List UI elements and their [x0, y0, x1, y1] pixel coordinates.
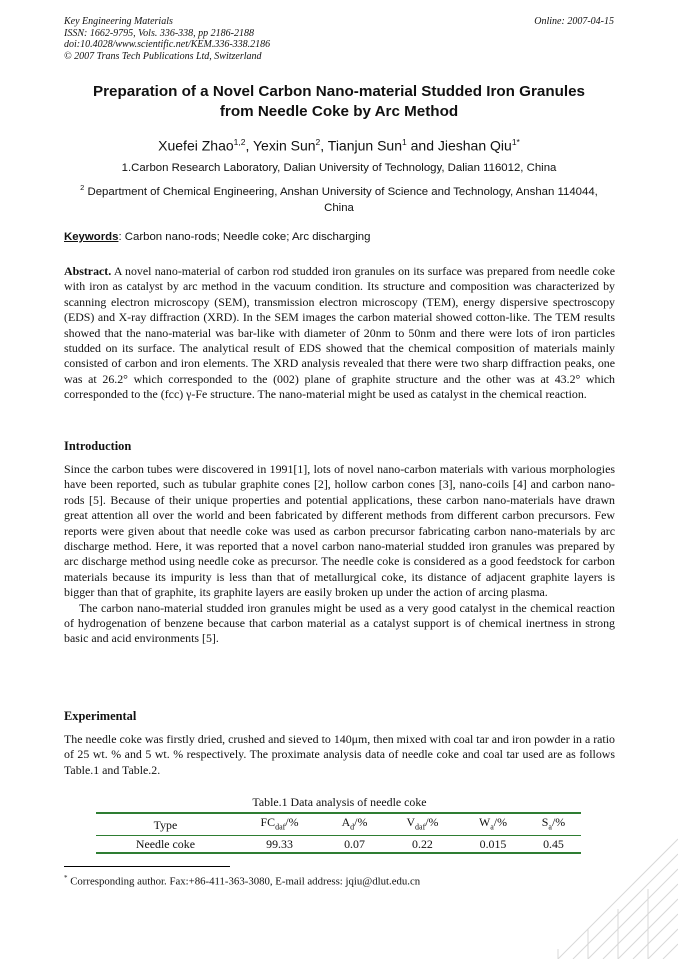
- affiliation-1: 1.Carbon Research Laboratory, Dalian University of Technology, Dalian 116012, China: [121, 162, 557, 174]
- experimental-heading: Experimental: [64, 709, 137, 723]
- corner-watermark-pattern: [548, 829, 678, 959]
- affiliation-2-text: Department of Chemical Engineering, Anshan University of Science and Technology, Anshan 114044, China: [84, 185, 598, 214]
- column-header: $A_d/\%$: [341, 815, 368, 832]
- issn-line: ISSN: 1662-9795, Vols. 336-338, pp 2186-2188: [64, 27, 254, 39]
- footnote-divider: [64, 866, 230, 867]
- author-affil-mark: 1: [402, 137, 407, 147]
- table-cell: 0.07: [344, 837, 365, 852]
- journal-name: Key Engineering Materials: [64, 16, 173, 27]
- affiliation-mark: 2: [80, 183, 85, 192]
- introduction-paragraph-2: The carbon nano-material studded iron granules might be used as a very good catalyst in the chemical reaction of hydrogenation of benzene because that carbon material as a catalyst support is of chemical inertness in strong basic and acid environments [5].: [64, 600, 615, 646]
- author-affil-mark: 1,2: [233, 137, 246, 147]
- author-name: Xuefei Zhao: [158, 137, 234, 154]
- table-cell: 99.33: [266, 837, 293, 852]
- table-cell: 0.015: [479, 837, 507, 852]
- doi-line: doi:10.4028/www.scientific.net/KEM.336-338.2186: [64, 39, 271, 50]
- keywords-label: Keywords: [64, 231, 119, 243]
- author-affil-mark: 1*: [511, 137, 520, 147]
- table-cell: 0.45: [543, 837, 564, 852]
- column-header: Type: [153, 817, 178, 832]
- affiliation-2: [64, 180, 614, 216]
- keywords-text: : Carbon nano-rods; Needle coke; Arc discharging: [118, 231, 371, 243]
- table-caption: Table.1 Data analysis of needle coke: [252, 795, 427, 809]
- column-header: $V_{daf}/\%$: [406, 815, 439, 832]
- journal-header: [64, 16, 270, 62]
- abstract-label: Abstract.: [64, 264, 112, 278]
- author-name: , Yexin Sun: [245, 137, 316, 154]
- author-name: , Tianjun Sun: [320, 137, 402, 154]
- copyright-line: © 2007 Trans Tech Publications Ltd, Switzerland: [64, 50, 262, 62]
- introduction-body: [64, 462, 615, 647]
- keywords: [64, 231, 370, 243]
- table-row: [96, 836, 581, 854]
- footnote: [64, 874, 420, 888]
- author-name: and Jieshan Qiu: [406, 137, 512, 154]
- footnote-text: Corresponding author. Fax:+86-411-363-3080, E-mail address: jqiu@dlut.edu.cn: [67, 875, 421, 888]
- footnote-mark: *: [64, 874, 68, 882]
- author-affil-mark: 2: [315, 137, 321, 147]
- table-cell: 0.22: [412, 837, 433, 852]
- table-cell: Needle coke: [135, 837, 195, 852]
- abstract: [64, 264, 615, 403]
- needle-coke-table: [96, 812, 581, 854]
- introduction-heading: Introduction: [64, 439, 132, 453]
- table-header-row: [96, 813, 581, 836]
- author-list: [40, 133, 638, 155]
- abstract-text: A novel nano-material of carbon rod studded iron granules on its surface was prepared from needle coke with iron as catalyst by arc method in the vacuum condition. Its structure and composition was characterized by scanning electron microscopy (SEM), transmission electron microscopy (TEM), energy dispersive spectroscopy (EDS) and X-ray diffraction (XRD). In the SEM images the carbon material showed cotton-like. The TEM results showed that the nano-material was bar-like with diameter of 20nm to 50nm and there were lots of iron particles studded on its surface. The analytical result of EDS showed that the chemical composition of materials mainly consisted of carbon and iron elements. The XRD analysis revealed that there were two sharp diffraction peaks, one was at 26.2° which corresponded to the (002) plane of graphite structure and the other was at 43.2° which corresponded to the (fcc) γ-Fe structure. The nano-material might be used as catalyst in the chemical reaction.: [64, 264, 615, 402]
- online-date: Online: 2007-04-15: [534, 16, 614, 27]
- column-header: $S_a/\%$: [541, 815, 566, 832]
- column-header: $W_a/\%$: [479, 815, 508, 832]
- title-line-2: from Needle Coke by Arc Method: [219, 103, 459, 120]
- introduction-paragraph-1: Since the carbon tubes were discovered in 1991[1], lots of novel nano-carbon materials with various morphologies have been reported, such as tubular graphite cones [2], hollow carbon cones [3], nano-coils [4] and carbon nano-rods [5]. Because of their unique properties and potential applications, these carbon nano-materials have drawn great attention all over the world and been fabricated by different methods from different carbon precursors. Few reports were given about that needle coke was used as carbon precursor fabricating carbon nano-materials by arc discharge method. Here, it was reported that a novel carbon nano-material studded iron granules was prepared by arc discharge method using needle coke as precursor. The needle coke is considered as a good feedstock for carbon materials because its impurity is less than that of metallurgical coke, its distance of adjacent graphite layers is bigger than that of graphite, its graphite layers are easily broken up under the action of arcing plasma.: [64, 462, 615, 600]
- column-header: $FC_{daf}/\%$: [260, 815, 299, 832]
- paper-title: [40, 82, 638, 122]
- experimental-paragraph-1: The needle coke was firstly dried, crushed and sieved to 140μm, then mixed with coal tar and iron powder in a ratio of 25 wt. % and 5 wt. % respectively. The proximate analysis data of needle coke and coal tar used are as follows Table.1 and Table.2.: [64, 732, 615, 777]
- title-line-1: Preparation of a Novel Carbon Nano-material Studded Iron Granules: [93, 83, 585, 100]
